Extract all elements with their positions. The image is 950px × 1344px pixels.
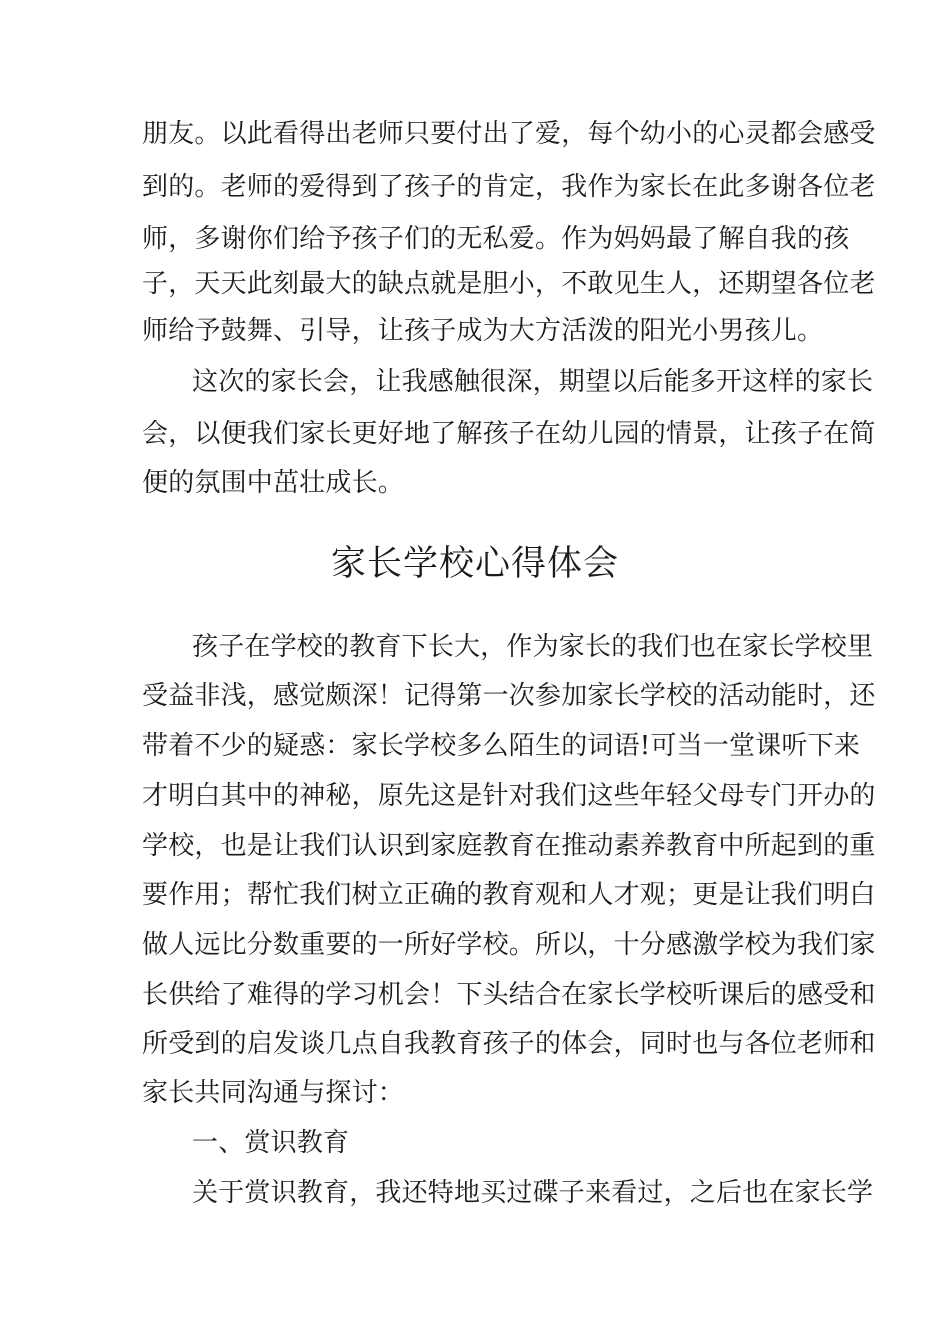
paragraph-line: 所受到的启发谈几点自我教育孩子的体会，同时也与各位老师和 [142, 1029, 876, 1059]
paragraph-line: 师，多谢你们给予孩子们的无私爱。作为妈妈最了解自我的孩 [142, 224, 850, 254]
paragraph-line: 会，以便我们家长更好地了解孩子在幼儿园的情景，让孩子在简 [142, 419, 876, 449]
paragraph-line: 这次的家长会，让我感触很深，期望以后能多开这样的家长 [192, 367, 874, 397]
paragraph-line: 朋友。以此看得出老师只要付出了爱，每个幼小的心灵都会感受 [142, 119, 876, 149]
paragraph-line: 到的。老师的爱得到了孩子的肯定，我作为家长在此多谢各位老 [142, 172, 876, 202]
paragraph-line: 才明白其中的神秘，原先这是针对我们这些年轻父母专门开办的 [142, 781, 876, 811]
paragraph-line: 家长共同沟通与探讨： [142, 1078, 405, 1108]
paragraph-line: 便的氛围中茁壮成长。 [142, 468, 405, 498]
section-heading: 一、赏识教育 [192, 1128, 350, 1158]
paragraph-line: 师给予鼓舞、引导，让孩子成为大方活泼的阳光小男孩儿。 [142, 316, 824, 346]
paragraph-line: 带着不少的疑惑：家长学校多么陌生的词语!可当一堂课听下来 [142, 731, 861, 761]
paragraph-line: 关于赏识教育，我还特地买过碟子来看过，之后也在家长学 [192, 1178, 874, 1208]
paragraph-line: 长供给了难得的学习机会！下头结合在家长学校听课后的感受和 [142, 980, 876, 1010]
paragraph-line: 孩子在学校的教育下长大，作为家长的我们也在家长学校里 [192, 632, 874, 662]
paragraph-line: 做人远比分数重要的一所好学校。所以，十分感激学校为我们家 [142, 930, 876, 960]
page-title: 家长学校心得体会 [330, 544, 619, 584]
paragraph-line: 受益非浅，感觉颇深！记得第一次参加家长学校的活动能时，还 [142, 681, 876, 711]
paragraph-line: 学校，也是让我们认识到家庭教育在推动素养教育中所起到的重 [142, 831, 876, 861]
paragraph-line: 子，天天此刻最大的缺点就是胆小，不敢见生人，还期望各位老 [142, 269, 876, 299]
paragraph-line: 要作用；帮忙我们树立正确的教育观和人才观；更是让我们明白 [142, 880, 876, 910]
